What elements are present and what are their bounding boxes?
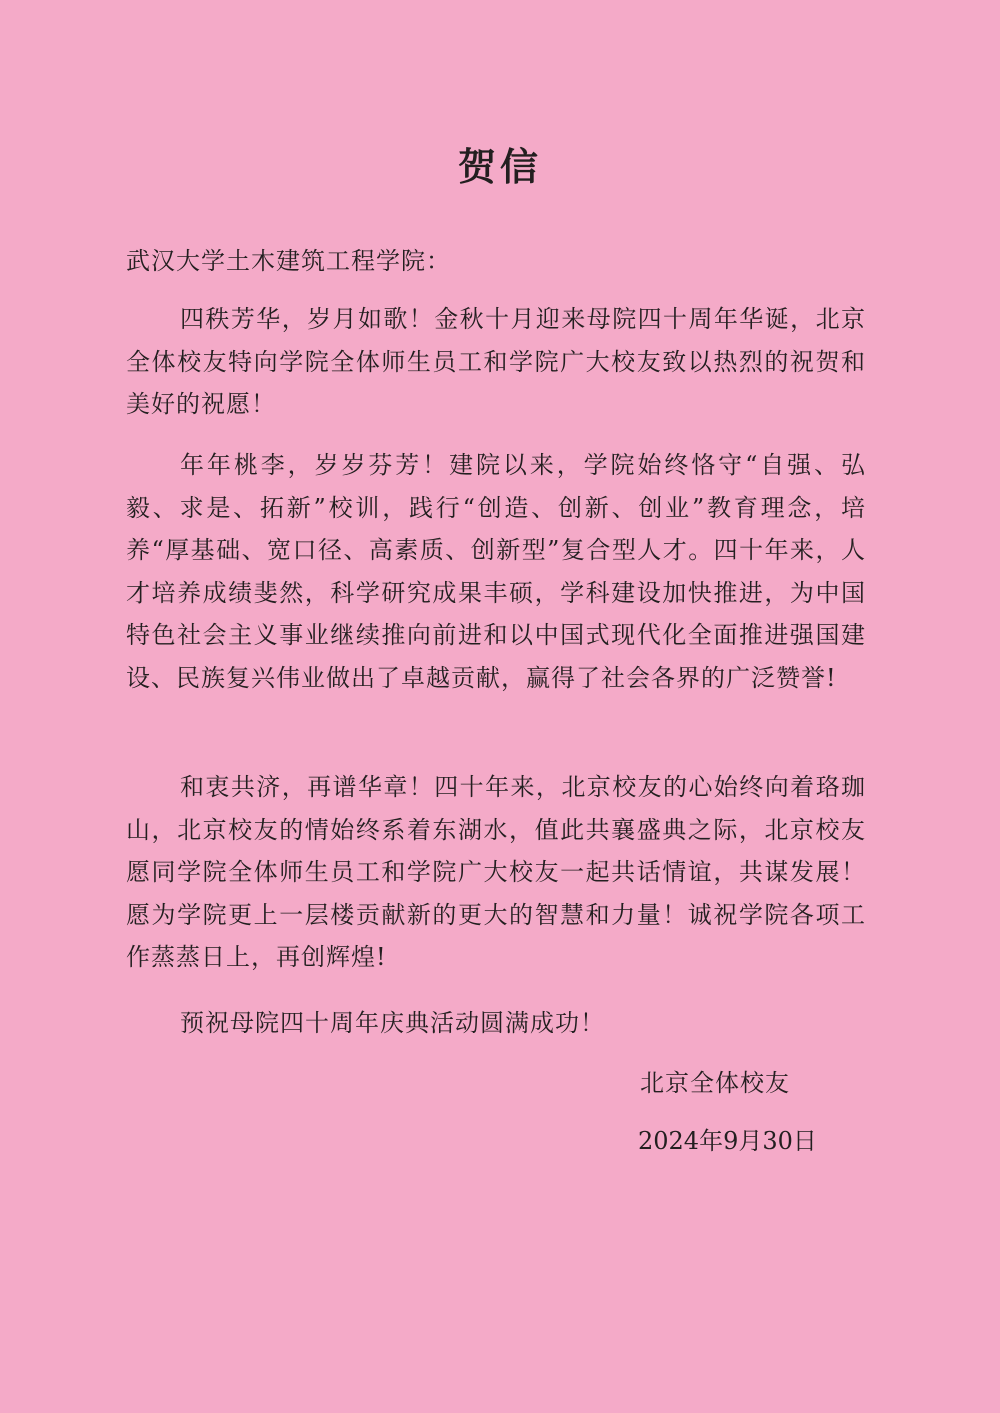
letter-salutation: 武汉大学土木建筑工程学院： — [126, 247, 451, 275]
letter-paragraph-3: 和衷共济，再谱华章！四十年来，北京校友的心始终向着珞珈山，北京校友的情始终系着东湖水，值此共襄盛典之际，北京校友愿同学院全体师生员工和学院广大校友一起共话情谊，共谋发展！愿为学院更上一层楼贡献新的更大的智慧和力量！诚祝学院各项工作蒸蒸日上，再创辉煌! — [126, 773, 866, 972]
letter-paragraph-4: 预祝母院四十周年庆典活动圆满成功！ — [180, 1009, 605, 1037]
letter-paragraph-2: 年年桃李，岁岁芬芳！建院以来，学院始终恪守“自强、弘毅、求是、拓新”校训，践行“创造、创新、创业”教育理念，培养“厚基础、宽口径、高素质、创新型”复合型人才。四十年来，人才培养成绩斐然，科学研究成果丰硕，学科建设加快推进，为中国特色社会主义事业继续推向前进和以中国式现代化全面推进强国建设、民族复兴伟业做出了卓越贡献，赢得了社会各界的广泛赞誉! — [126, 451, 866, 692]
letter-date: 2024年9月30日 — [638, 1127, 817, 1155]
letter-title: 贺信 — [457, 144, 542, 189]
letter-signer: 北京全体校友 — [640, 1069, 790, 1097]
letter-paragraph-1: 四秩芳华，岁月如歌！金秋十月迎来母院四十周年华诞，北京全体校友特向学院全体师生员工和学院广大校友致以热烈的祝贺和美好的祝愿！ — [126, 305, 866, 419]
